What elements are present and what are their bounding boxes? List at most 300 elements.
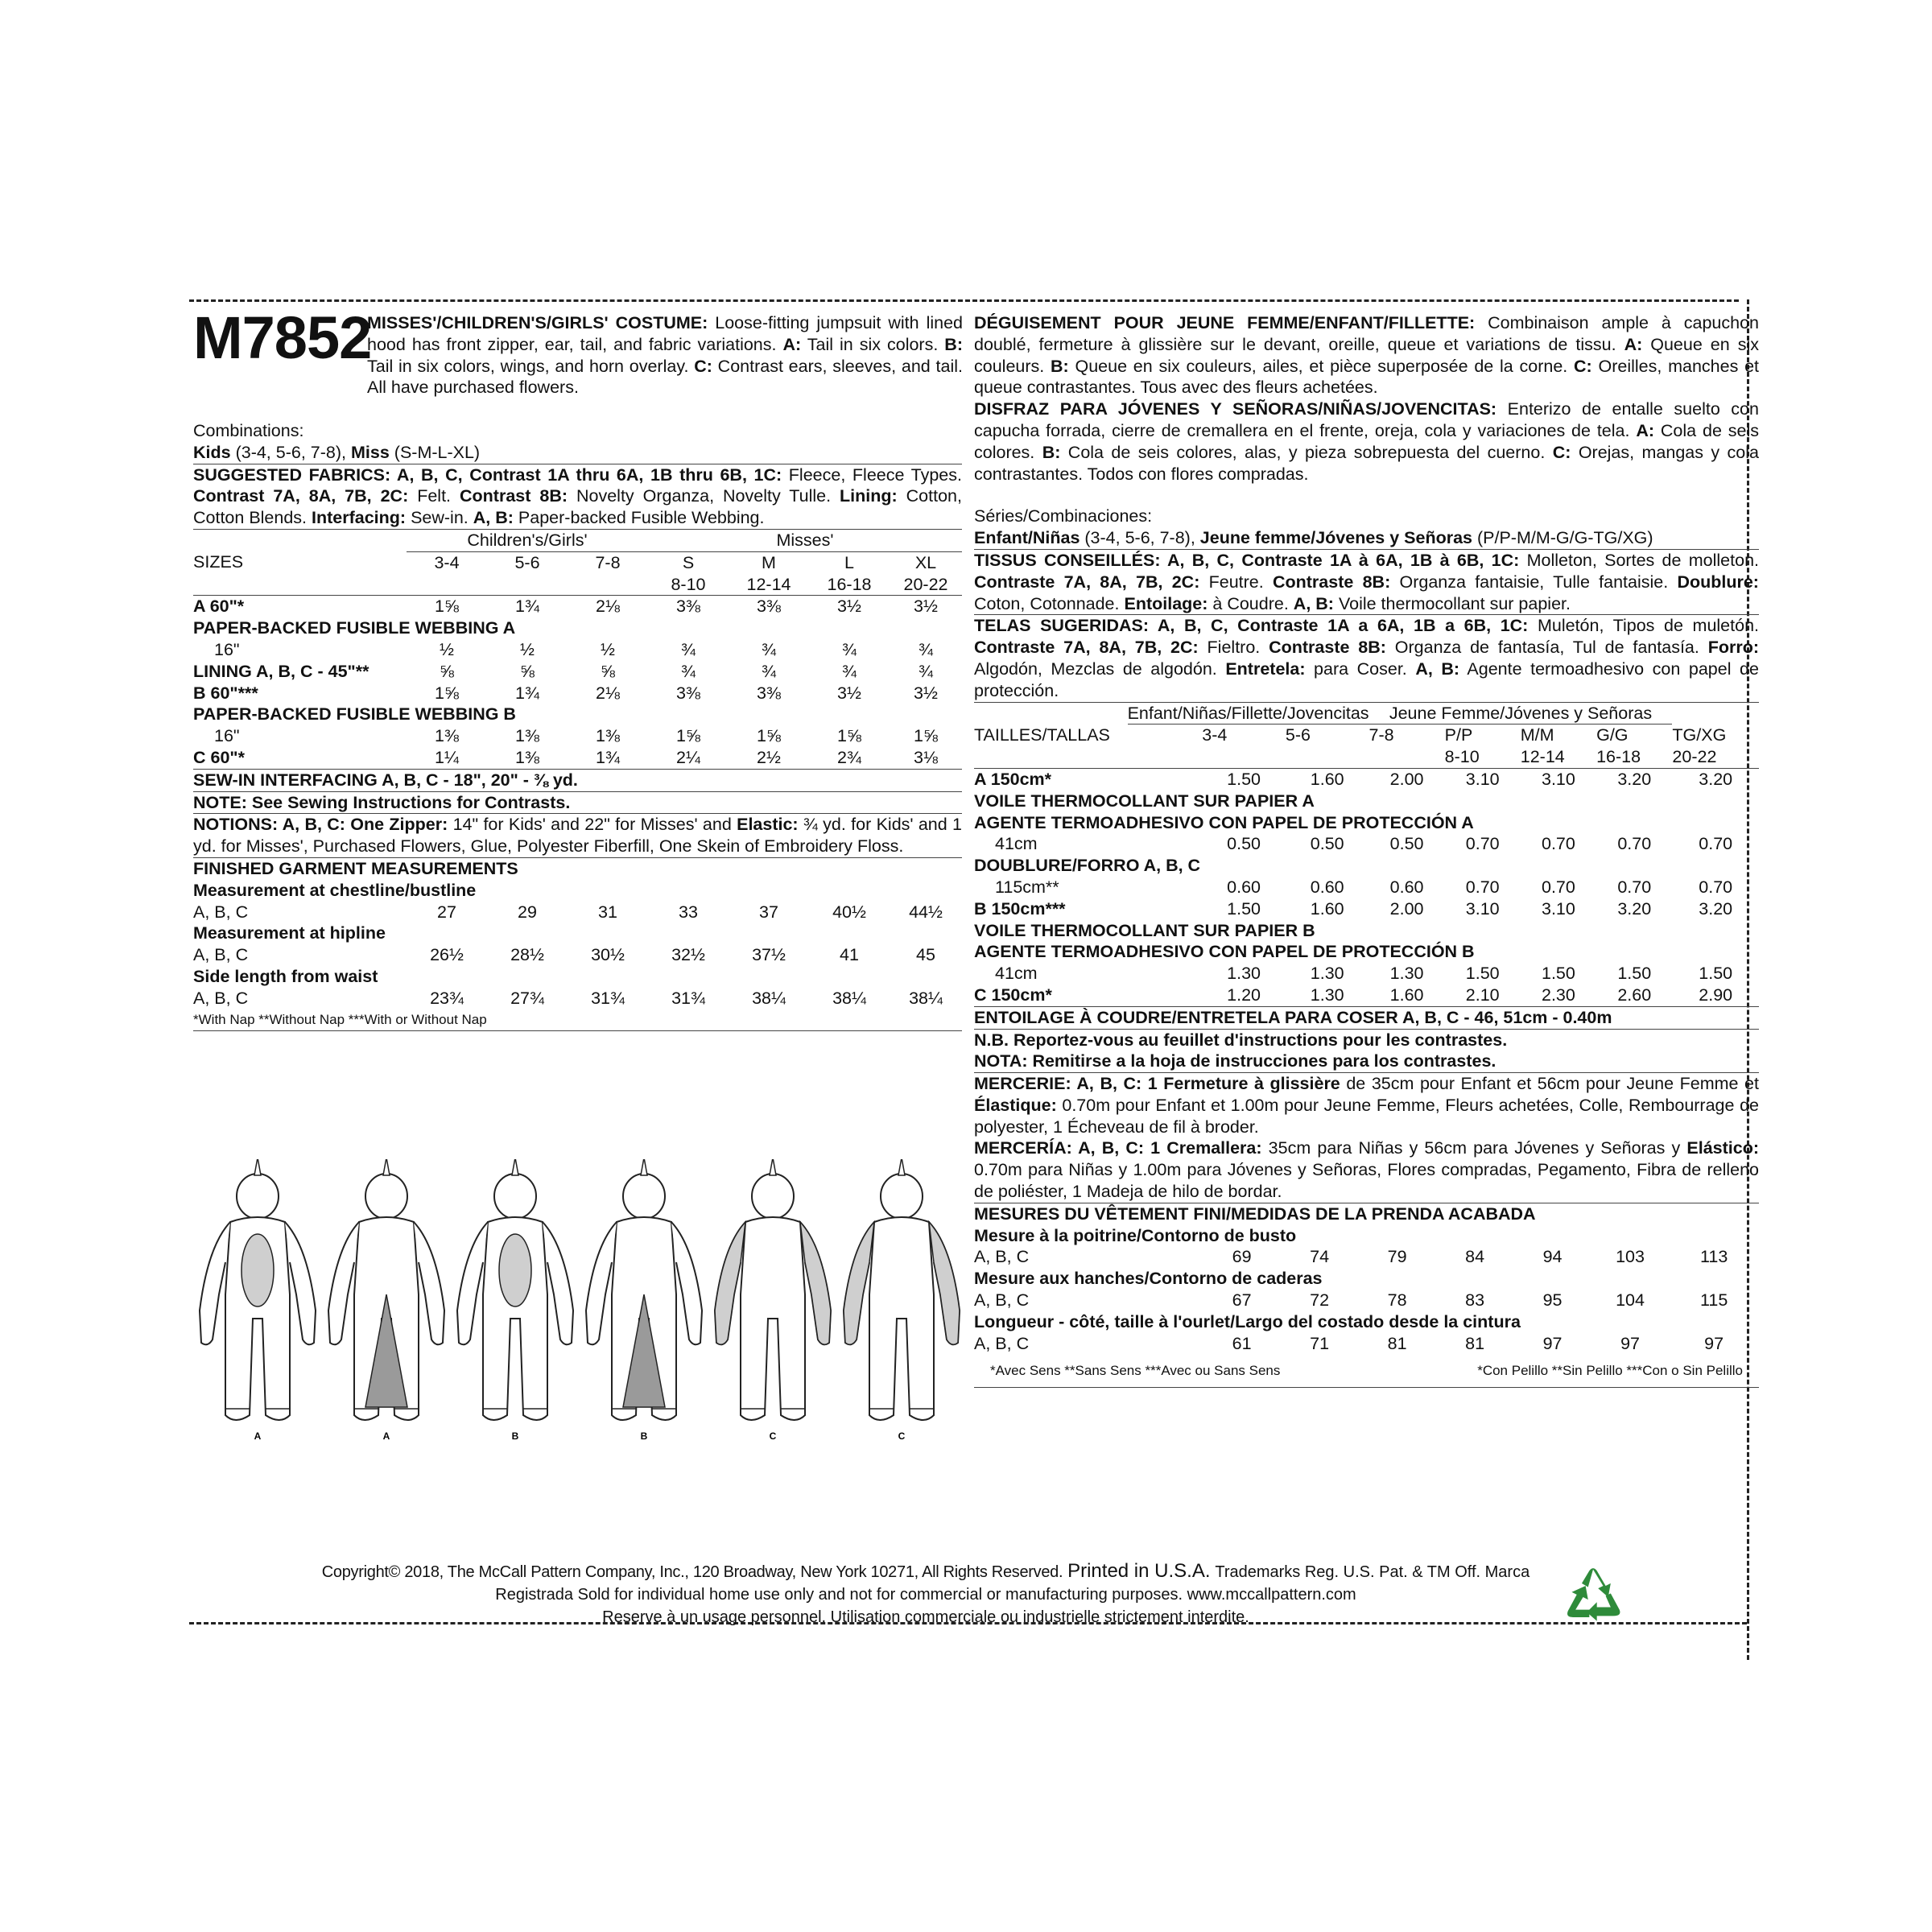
mesure-cell: 81 (1465, 1333, 1485, 1353)
yardage-cell: 3⅛ (914, 747, 938, 767)
metric-row (974, 812, 1759, 834)
metric-cell: 1.30 (1227, 964, 1261, 984)
jeune-label: Jeune femme/Jóvenes y Señoras (1199, 528, 1472, 548)
ab-es-label: A, B: (1415, 658, 1460, 679)
jumpsuit-view (200, 1159, 316, 1442)
row-heading: VOILE THERMOCOLLANT SUR PAPIER A (974, 791, 1315, 811)
yardage-cell: 1⅜ (596, 726, 620, 746)
copyright (290, 1560, 1562, 1629)
metric-cell: 1.20 (1227, 985, 1261, 1005)
yardage-table (193, 530, 962, 769)
measurement-title-row (193, 923, 962, 944)
view-label: B (511, 1430, 519, 1442)
left-yardage-rows (193, 596, 962, 769)
forro-text: Algodón, Mezclas de algodón. (974, 658, 1217, 679)
metric-yardage-table (974, 703, 1759, 1006)
yardage-cell: 1⅜ (515, 747, 539, 767)
doublure-label: Doublure: (1677, 572, 1759, 592)
mesure-title: Mesure à la poitrine/Contorno de busto (974, 1225, 1297, 1245)
metric-cell: 1.60 (1310, 769, 1344, 789)
mesure-cell: 74 (1310, 1247, 1330, 1267)
kids-sizes: (3-4, 5-6, 7-8), (235, 442, 346, 462)
measurement-cell: 45 (916, 945, 935, 965)
interfacing-text: Sew-in. (411, 508, 469, 528)
finished-table (193, 880, 962, 1009)
merceria-text: 35cm para Niñas y 56cm para Jóvenes y Señoras y (1268, 1138, 1681, 1158)
fr-a: Queue en six couleurs. (974, 334, 1759, 376)
intro-en (367, 312, 963, 398)
measurement-cell: 27¾ (510, 988, 544, 1008)
merceria-label: MERCERÍA: A, B, C: 1 Cremallera: (974, 1138, 1262, 1158)
yardage-cell: ½ (520, 639, 535, 659)
footnote-fr: *Avec Sens **Sans Sens ***Avec ou Sans Sens (990, 1363, 1281, 1379)
size-sub: 8-10 (648, 574, 729, 596)
row-label: A 150cm* (974, 769, 1052, 789)
size-sub: 16-18 (809, 574, 890, 596)
jeune-sizes: (P/P-M/M-G/G-TG/XG) (1476, 528, 1653, 548)
ab-text: Paper-backed Fusible Webbing. (518, 508, 765, 528)
doublure-text: Coton, Cotonnade. (974, 593, 1120, 613)
metric-row (974, 963, 1759, 985)
mercerie (974, 1073, 1759, 1137)
size-col: P/P (1444, 725, 1473, 745)
tailles-label: TAILLES/TALLAS (974, 725, 1110, 745)
yardage-row (193, 639, 962, 661)
row-label: 115cm** (995, 877, 1059, 897)
row-label: 16" (214, 639, 240, 659)
yardage-cell: ⅝ (601, 661, 615, 681)
mesure-row (974, 1246, 1759, 1268)
fr-b-label: B: (1051, 356, 1069, 376)
size-col: M (762, 552, 776, 572)
metric-cell: 1.50 (1227, 898, 1261, 919)
recycle-icon (1562, 1566, 1624, 1629)
tissus (974, 550, 1759, 614)
mesure-cell: 81 (1387, 1333, 1407, 1353)
yardage-cell: 1¾ (596, 747, 620, 767)
group-misses: Misses' (648, 530, 962, 551)
yardage-cell: ¾ (842, 639, 857, 659)
telas-label: TELAS SUGERIDAS: A, B, C, Contraste 1A a 6A, 1B a 6B, 1C: (974, 616, 1529, 636)
copyright-line-2: Registrada Sold for individual home use only and not for commercial or manufacturing purposes. www.mccallpattern.com (495, 1586, 1356, 1604)
interfacing-label: Interfacing: (312, 508, 407, 528)
entoilage-label: Entoilage: (1124, 593, 1208, 613)
nota-es: NOTA: Remitirse a la hoja de instrucciones para los contrastes. (974, 1051, 1496, 1071)
lining-label: Lining: (840, 486, 898, 506)
fr-a-label: A: (1624, 334, 1643, 354)
miss-sizes: (S-M-L-XL) (394, 442, 481, 462)
row-heading: VOILE THERMOCOLLANT SUR PAPIER B (974, 920, 1315, 940)
c7-es-label: Contraste 7A, 8A, 7B, 2C: (974, 638, 1199, 658)
pattern-number: M7852 (193, 304, 372, 371)
es-b: Cola de seis colores, alas, y pieza sobrepuesta del cuerno. (1067, 442, 1546, 462)
measurement-cell: 33 (679, 902, 698, 922)
yardage-cell: 1⅝ (435, 683, 459, 703)
size-sub: 12-14 (729, 574, 809, 596)
yardage-cell: 1⅜ (435, 726, 459, 746)
yardage-cell: 3⅜ (757, 597, 781, 617)
elastic-label: Elastic: (737, 815, 799, 835)
view-c-label: C: (694, 356, 712, 376)
mercerie-text-2: 0.70m pour Enfant et 1.00m pour Jeune Femme, Fleurs achetées, Colle, Rembourrage de polyester, 1 Écheveau de fil à broder. (974, 1095, 1759, 1137)
measurement-cell: 32½ (671, 945, 705, 965)
mesures-heading: MESURES DU VÊTEMENT FINI/MEDIDAS DE LA PRENDA ACABADA (974, 1203, 1536, 1224)
metric-cell: 1.50 (1542, 964, 1575, 984)
footnote-es: *Con Pelillo **Sin Pelillo ***Con o Sin Pelillo (1477, 1363, 1743, 1379)
mesure-cell: 97 (1620, 1333, 1640, 1353)
view-illustrations (193, 1159, 966, 1449)
metric-row (974, 985, 1759, 1006)
measurement-row (193, 944, 962, 966)
metric-cell: 3.10 (1542, 769, 1575, 789)
notions (193, 814, 962, 857)
intro-en-text: Loose-fitting jumpsuit with lined hood has front zipper, ear, tail, and fabric variations. (367, 313, 963, 354)
metric-cell: 3.20 (1617, 769, 1652, 789)
measurement-row (193, 988, 962, 1009)
row-label: LINING A, B, C - 45"** (193, 661, 369, 681)
yardage-cell: 1¾ (515, 683, 539, 703)
yardage-cell: 2⅛ (596, 597, 620, 617)
mesure-title-row (974, 1268, 1759, 1290)
row-heading: DOUBLURE/FORRO A, B, C (974, 856, 1201, 876)
measurement-cell: 23¾ (430, 988, 464, 1008)
mesure-cell: 78 (1387, 1290, 1407, 1311)
measurement-cell: 26½ (430, 945, 464, 965)
metric-cell: 2.00 (1389, 898, 1424, 919)
combinations-label: Combinations: (193, 421, 304, 440)
copyright-line-1 (290, 1560, 1562, 1583)
yardage-cell: 1¼ (435, 747, 459, 767)
view-a-label: A: (782, 334, 802, 354)
metric-row (974, 855, 1759, 877)
metric-cell: 1.50 (1227, 769, 1261, 789)
yardage-row (193, 683, 962, 704)
mesure-row (974, 1333, 1759, 1355)
yardage-cell: 3⅜ (676, 597, 700, 617)
view-c-text: Contrast ears, sleeves, and tail. All have purchased flowers. (367, 356, 963, 398)
metric-row (974, 877, 1759, 898)
sizes-label: SIZES (193, 552, 244, 572)
yardage-cell: ¾ (762, 639, 776, 659)
fr-c-label: C: (1574, 356, 1592, 376)
tissus-label: TISSUS CONSEILLÉS: A, B, C, Contraste 1A à 6A, 1B à 6B, 1C: (974, 550, 1520, 570)
c7-fr-text: Feutre. (1208, 572, 1264, 592)
metric-cell: 0.50 (1227, 834, 1261, 854)
metric-cell: 1.50 (1617, 964, 1652, 984)
jumpsuit-view (715, 1159, 831, 1442)
c8-es-label: Contraste 8B: (1269, 638, 1386, 658)
metric-cell: 0.60 (1389, 877, 1424, 897)
mesure-cell: 94 (1542, 1247, 1563, 1267)
mesure-title-row (974, 1311, 1759, 1333)
fr-b: Queue en six couleurs, ailes, et pièce superposée de la corne. (1075, 356, 1568, 376)
es-c: Orejas, mangas y cola contrastantes. Todos con flores compradas. (974, 442, 1759, 484)
row-heading: AGENTE TERMOADHESIVO CON PAPEL DE PROTECCIÓN A (974, 812, 1474, 832)
left-measurement-rows (193, 880, 962, 1009)
es-b-label: B: (1042, 442, 1061, 462)
yardage-cell: ¾ (919, 639, 933, 659)
entoilage-coudre: ENTOILAGE À COUDRE/ENTRETELA PARA COSER A, B, C - 46, 51cm - 0.40m (974, 1007, 1612, 1027)
yardage-row (193, 725, 962, 747)
measurement-cell: 30½ (591, 945, 625, 965)
measurement-cell: 37 (759, 902, 778, 922)
yardage-cell: ⅝ (440, 661, 454, 681)
size-col: 7-8 (1368, 725, 1394, 745)
row-label: B 150cm*** (974, 898, 1066, 919)
measurement-cell: 41 (840, 945, 859, 965)
mesure-cell: 69 (1232, 1247, 1252, 1267)
metric-cell: 2.30 (1542, 985, 1575, 1005)
metric-cell: 0.70 (1465, 877, 1500, 897)
metric-cell: 1.30 (1310, 985, 1344, 1005)
yardage-cell: 1⅜ (515, 726, 539, 746)
measurement-cell: 31¾ (671, 988, 705, 1008)
mesure-cell: 72 (1310, 1290, 1330, 1311)
measurement-cell: 28½ (510, 945, 544, 965)
size-sub: 20-22 (890, 574, 962, 596)
row-label: A 60"* (193, 597, 245, 617)
row-heading: AGENTE TERMOADHESIVO CON PAPEL DE PROTECCIÓN B (974, 942, 1475, 962)
jumpsuit-view (586, 1159, 702, 1442)
yardage-cell: 3⅜ (757, 683, 781, 703)
yardage-row (193, 704, 962, 725)
mesure-cell: 95 (1542, 1290, 1563, 1311)
size-col: 3-4 (434, 552, 460, 572)
yardage-cell: ⅝ (520, 661, 535, 681)
printed-in: Printed in U.S.A. (1067, 1560, 1211, 1582)
yardage-cell: 1¾ (515, 597, 539, 617)
metric-cell: 0.70 (1617, 834, 1652, 854)
row-label: 41cm (995, 834, 1038, 854)
metric-cell: 0.50 (1389, 834, 1424, 854)
measurement-title: Side length from waist (193, 966, 378, 986)
cut-line-top (189, 299, 1739, 302)
contrast8-label: Contrast 8B: (460, 486, 568, 506)
measurement-label: A, B, C (193, 945, 249, 965)
mesure-title: Mesure aux hanches/Contorno de caderas (974, 1269, 1323, 1289)
es-text: Enterizo de entalle suelto con capucha forrada, cierre de cremallera en el frente, oreja, cola y variaciones de tela. (974, 399, 1759, 440)
mesure-cell: 104 (1616, 1290, 1645, 1311)
jumpsuit-view (844, 1159, 960, 1442)
size-sub: 12-14 (1521, 746, 1596, 768)
row-label: C 150cm* (974, 985, 1052, 1005)
metric-cell: 2.60 (1617, 985, 1652, 1005)
copyright-line-3: Reserve à un usage personnel. Utilisation commerciale ou industrielle strictement interdite. (602, 1608, 1249, 1626)
row-label: C 60"* (193, 747, 245, 767)
metric-cell: 1.60 (1389, 985, 1424, 1005)
size-col: 5-6 (514, 552, 540, 572)
elastico-label: Elástico: (1686, 1138, 1760, 1158)
measurement-cell: 38¼ (752, 988, 786, 1008)
lining-text: Cotton, Cotton Blends. (193, 486, 962, 528)
measurement-cell: 38¼ (832, 988, 866, 1008)
contrast7-label: Contrast 7A, 8A, 7B, 2C: (193, 486, 409, 506)
series-line (974, 527, 1759, 549)
view-label: C (769, 1430, 777, 1442)
size-col: M/M (1520, 725, 1554, 745)
yardage-cell: ¾ (681, 639, 696, 659)
yardage-cell: 2⅛ (596, 683, 620, 703)
view-b-text: Tail in six colors, wings, and horn overlay. (367, 356, 689, 376)
jumpsuit-view (457, 1159, 573, 1442)
tissus-text: Molleton, Sortes de molleton. (1526, 550, 1759, 570)
finished-heading: FINISHED GARMENT MEASUREMENTS (193, 858, 518, 878)
metric-row (974, 941, 1759, 963)
measurement-cell: 38¼ (909, 988, 943, 1008)
metric-cell: 0.70 (1699, 877, 1733, 897)
yardage-row (193, 747, 962, 769)
group-enfant: Enfant/Niñas/Fillette/Jovencitas (1128, 703, 1369, 724)
metric-cell: 2.10 (1465, 985, 1500, 1005)
mesures-table (974, 1225, 1759, 1355)
copyright-text: Copyright© 2018, The McCall Pattern Company, Inc., 120 Broadway, New York 10271, All Rights Reserved. (321, 1563, 1063, 1581)
mesure-label: A, B, C (974, 1247, 1030, 1267)
size-col: S (682, 552, 695, 572)
forro-label: Forro: (1707, 638, 1759, 658)
fr-intro (974, 312, 1759, 398)
ab-es-text: Agente termoadhesivo con papel de protección. (974, 658, 1759, 700)
measurement-cell: 31 (598, 902, 617, 922)
metric-cell: 0.70 (1617, 877, 1652, 897)
mesure-title-row (974, 1225, 1759, 1247)
es-intro (974, 398, 1759, 485)
measurement-label: A, B, C (193, 988, 249, 1008)
measurement-cell: 44½ (909, 902, 943, 922)
row-label: 16" (214, 726, 240, 746)
notions-text: 14" for Kids' and 22" for Misses' and (452, 815, 732, 835)
view-label: A (254, 1430, 262, 1442)
c8-es-text: Organza de fantasía, Tul de fantasía. (1394, 638, 1699, 658)
fr-c: Oreilles, manches et queue contrastantes. Tous avec des fleurs achetées. (974, 356, 1760, 398)
fr-heading: DÉGUISEMENT POUR JEUNE FEMME/ENFANT/FILLETTE: (974, 313, 1476, 332)
contrast8-text: Novelty Organza, Novelty Tulle. (576, 486, 832, 506)
yardage-cell: 1⅝ (757, 726, 781, 746)
measurement-title-row (193, 966, 962, 988)
mesure-cell: 97 (1704, 1333, 1724, 1353)
es-c-label: C: (1552, 442, 1571, 462)
size-sub: 16-18 (1596, 746, 1672, 768)
yardage-cell: ¾ (681, 661, 696, 681)
metric-cell: 0.60 (1310, 877, 1344, 897)
yardage-cell: 1⅝ (676, 726, 700, 746)
mesure-cell: 84 (1465, 1247, 1485, 1267)
size-col: 7-8 (595, 552, 621, 572)
size-col: XL (914, 552, 937, 572)
right-measurement-rows (974, 1225, 1759, 1355)
notions-text-2: ¾ yd. for Kids' and 1 yd. for Misses', Purchased Flowers, Glue, Polyester Fiberfill, One Skein of Embroidery Floss. (193, 815, 962, 857)
yardage-cell: ¾ (919, 661, 933, 681)
yardage-cell: 3½ (837, 683, 861, 703)
measurement-cell: 27 (437, 902, 456, 922)
measurement-cell: 29 (518, 902, 537, 922)
yardage-cell: ½ (440, 639, 454, 659)
view-b-label: B: (944, 334, 963, 354)
mesure-title: Longueur - côté, taille à l'ourlet/Largo del costado desde la cintura (974, 1311, 1521, 1331)
metric-cell: 3.10 (1465, 898, 1500, 919)
metric-cell: 1.30 (1389, 964, 1424, 984)
jumpsuit-view (328, 1159, 444, 1442)
yardage-cell: 3⅜ (676, 683, 700, 703)
mercerie-label: MERCERIE: A, B, C: 1 Fermeture à glissière (974, 1074, 1340, 1094)
view-label: A (382, 1430, 390, 1442)
mesure-cell: 71 (1310, 1333, 1330, 1353)
yardage-cell: 2¾ (837, 747, 861, 767)
c8-fr-text: Organza fantaisie, Tulle fantaisie. (1399, 572, 1669, 592)
telas (974, 615, 1759, 701)
metric-cell: 0.70 (1465, 834, 1500, 854)
yardage-cell: 1⅝ (914, 726, 938, 746)
metric-cell: 1.60 (1310, 898, 1344, 919)
elastique-label: Élastique: (974, 1095, 1057, 1115)
mesure-row (974, 1290, 1759, 1311)
size-col: 3-4 (1202, 725, 1228, 745)
mesure-label: A, B, C (974, 1290, 1030, 1311)
fr-text: Combinaison ample à capuchon doublé, fermeture à glissière sur le devant, oreille, queue et variations de tissu. (974, 313, 1759, 354)
contrast7-text: Felt. (417, 486, 452, 506)
yardage-cell: 2¼ (676, 747, 700, 767)
metric-cell: 1.50 (1699, 964, 1733, 984)
size-col: L (844, 552, 854, 572)
mesure-cell: 113 (1700, 1247, 1728, 1267)
metric-row (974, 768, 1759, 790)
nb-fr: N.B. Reportez-vous au feuillet d'instructions pour les contrastes. (974, 1030, 1508, 1050)
mesure-cell: 67 (1232, 1290, 1252, 1311)
enfant-sizes: (3-4, 5-6, 7-8), (1084, 528, 1195, 548)
mesure-cell: 61 (1232, 1333, 1252, 1353)
size-col: 5-6 (1285, 725, 1311, 745)
mesure-cell: 79 (1387, 1247, 1407, 1267)
size-col: G/G (1596, 725, 1629, 745)
right-column (974, 312, 1759, 1388)
right-footnotes (974, 1354, 1759, 1387)
entretela-text: para Coser. (1314, 658, 1407, 679)
c8-fr-label: Contraste 8B: (1272, 572, 1391, 592)
metric-cell: 1.50 (1465, 964, 1500, 984)
metric-cell: 3.20 (1699, 898, 1733, 919)
yardage-cell: 1⅝ (435, 597, 459, 617)
metric-row (974, 833, 1759, 855)
row-heading: PAPER-BACKED FUSIBLE WEBBING A (193, 618, 516, 638)
yardage-row (193, 596, 962, 617)
suggested-fabrics (193, 464, 962, 529)
combinations-line (193, 442, 962, 464)
metric-row (974, 920, 1759, 942)
size-sub: 20-22 (1672, 746, 1759, 768)
row-label: B 60"*** (193, 683, 258, 703)
group-jeune: Jeune Femme/Jóvenes y Señoras (1369, 703, 1673, 724)
metric-cell: 0.60 (1227, 877, 1261, 897)
measurement-title: Measurement at hipline (193, 923, 386, 943)
mesure-cell: 103 (1616, 1247, 1645, 1267)
ab-fr-text: Voile thermocollant sur papier. (1338, 593, 1571, 613)
yardage-cell: ½ (601, 639, 615, 659)
view-label: B (640, 1430, 648, 1442)
yardage-cell: 2½ (757, 747, 781, 767)
notions-label: NOTIONS: A, B, C: One Zipper: (193, 815, 448, 835)
metric-cell: 0.70 (1699, 834, 1733, 854)
merceria (974, 1137, 1759, 1202)
view-label: C (898, 1430, 906, 1442)
ab-label: A, B: (473, 508, 514, 528)
row-label: 41cm (995, 964, 1038, 984)
miss-label: Miss (350, 442, 390, 462)
metric-cell: 0.70 (1542, 834, 1575, 854)
mercerie-text: de 35cm pour Enfant et 56cm pour Jeune Femme et (1346, 1074, 1759, 1094)
c7-es-text: Fieltro. (1207, 638, 1261, 658)
ab-fr-label: A, B: (1293, 593, 1334, 613)
mesure-cell: 83 (1465, 1290, 1485, 1311)
yardage-row (193, 661, 962, 683)
